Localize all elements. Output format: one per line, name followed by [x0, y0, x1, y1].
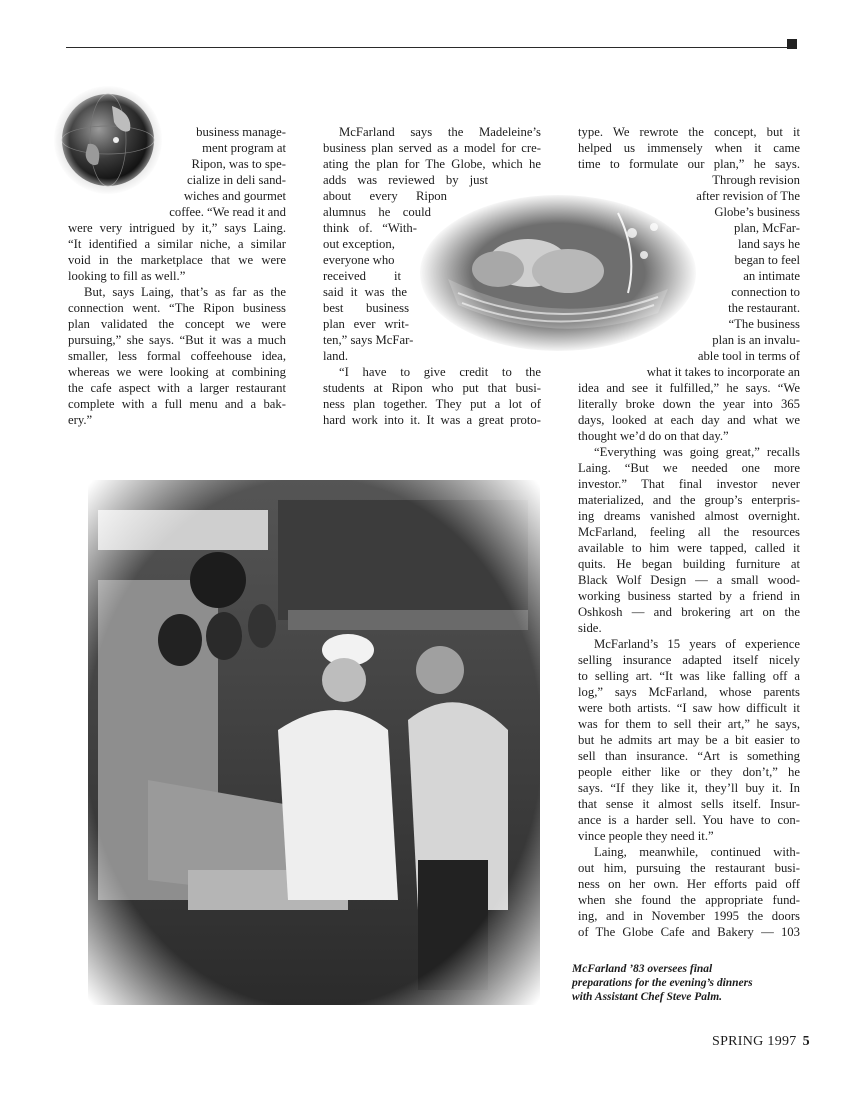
text-line: were very intrigued by it,” says Laing. [68, 221, 286, 235]
text-line: complete with a full menu and a bak- [68, 397, 286, 411]
text-line: “It identified a similar niche, a similar [68, 237, 286, 251]
page-footer [712, 1034, 810, 1050]
col2-paragraph-1 [323, 124, 541, 364]
text-line: ten,” says McFar- [323, 333, 414, 347]
text-line: what it takes to incorporate an [646, 365, 800, 379]
text-line: alumnus he could [323, 205, 431, 219]
text-line: to selling art. “It was like falling off a [578, 669, 800, 683]
col3-paragraph-4 [578, 636, 800, 844]
text-line: people either like or they don’t,” he [578, 765, 800, 779]
text-line: plan ever writ- [323, 317, 409, 331]
text-line: the cafe aspect with a larger restaurant [68, 381, 286, 395]
text-line: quits. He began building furniture at [578, 557, 800, 571]
caption-line: with Assistant Chef Steve Palm. [572, 991, 723, 1003]
text-line: ing, and in November 1995 the doors [578, 909, 800, 923]
text-line: was for them to sell their art,” he says, [578, 717, 800, 731]
text-line: of The Globe Cafe and Bakery — 103 [578, 925, 800, 939]
text-line: wiches and gourmet [183, 189, 286, 203]
text-line: But, says Laing, that’s as far as the [84, 285, 286, 299]
column-1 [68, 124, 286, 428]
col3-paragraph-5 [578, 844, 800, 940]
text-line: ance is a harder sell. You have to con- [578, 813, 800, 827]
col1-paragraph-1 [68, 124, 286, 284]
text-line: land. [323, 349, 349, 363]
text-line: hard work into it. It was a great proto- [323, 413, 541, 427]
text-line: smaller, less formal coffeehouse idea, [68, 349, 286, 363]
text-line: an intimate [743, 269, 800, 283]
text-line: students at Ripon who put that busi- [323, 381, 541, 395]
text-line: began to feel [734, 253, 800, 267]
text-line: adds was reviewed by just [323, 173, 488, 187]
kitchen-photo [88, 480, 540, 1005]
text-line: McFarland, feeling all the resources [578, 525, 800, 539]
caption-line: McFarland ’83 oversees final [572, 963, 713, 975]
text-line: cialize in deli sand- [187, 173, 286, 187]
text-line: Black Wolf Design — a small wood- [578, 573, 800, 587]
text-line: everyone who [323, 253, 395, 267]
text-line: Through revision [712, 173, 800, 187]
text-line: were both artists. “I saw how difficult it [578, 701, 800, 715]
text-line: available to him were tapped, called it [578, 541, 800, 555]
text-line: think of. “With- [323, 221, 417, 235]
text-line: the restaurant. [728, 301, 800, 315]
text-line: after revision of The [696, 189, 800, 203]
text-line: time to formulate our plan,” he says. [578, 157, 800, 171]
col3-paragraph-1 [578, 124, 800, 316]
text-line: when she found the appropriate fund- [578, 893, 800, 907]
text-line: sell than insurance. “Art is something [578, 749, 800, 763]
text-line: plan, McFar- [734, 221, 800, 235]
text-line: working business started by a friend in [578, 589, 800, 603]
column-3 [578, 124, 800, 940]
text-line: helped us immensely when it came [578, 141, 800, 155]
text-line: “I have to give credit to the [339, 365, 541, 379]
text-line: ness plan together. They put a lot of [323, 397, 541, 411]
text-line: McFarland says the Madeleine’s [339, 125, 541, 139]
caption-line: preparations for the evening’s dinners [572, 977, 753, 989]
text-line: selling insurance adapted itself nicely [578, 653, 800, 667]
text-line: out exception, [323, 237, 395, 251]
text-line: Ripon, was to spe- [191, 157, 286, 171]
header-rule [66, 47, 790, 48]
text-line: said it was the [323, 285, 407, 299]
text-line: ating the plan for The Globe, which he [323, 157, 541, 171]
text-line: but he admits art may be a bit easier to [578, 733, 800, 747]
photo-caption [572, 962, 792, 1004]
text-line: connection went. “The Ripon business [68, 301, 286, 315]
text-line: log,” says McFarland, whose parents [578, 685, 800, 699]
text-line: void in the marketplace that we were [68, 253, 286, 267]
col1-paragraph-2 [68, 284, 286, 428]
col2-paragraph-2 [323, 364, 541, 428]
text-line: business manage- [196, 125, 286, 139]
text-line: whereas we were looking at combining [68, 365, 286, 379]
col3-paragraph-3 [578, 444, 800, 636]
text-line: received it [323, 269, 401, 283]
text-line: “The business [728, 317, 800, 331]
text-line: idea and see it fulfilled,” he says. “We [578, 381, 800, 395]
text-line: ness on her own. Her efforts paid off [578, 877, 800, 891]
text-line: type. We rewrote the concept, but it [578, 125, 800, 139]
text-line: that sense it almost sells itself. Insur- [578, 797, 800, 811]
page-number: 5 [802, 1034, 810, 1049]
text-line: Globe’s business [714, 205, 800, 219]
text-line: pursuing,” she says. “But it was a much [68, 333, 286, 347]
text-line: best business [323, 301, 409, 315]
issue-date: SPRING 1997 [712, 1034, 797, 1049]
text-line: about every Ripon [323, 189, 447, 203]
text-line: thought we’d do on that day.” [578, 429, 729, 443]
text-line: side. [578, 621, 602, 635]
text-line: out him, pursuing the restaurant busi- [578, 861, 800, 875]
text-line: vince people they need it.” [578, 829, 714, 843]
text-line: ery.” [68, 413, 93, 427]
text-line: Laing. “But we needed one more [578, 461, 800, 475]
text-line: coffee. “We read it and [169, 205, 286, 219]
text-line: business plan served as a model for cre- [323, 141, 541, 155]
text-line: connection to [731, 285, 800, 299]
text-line: McFarland’s 15 years of experience [594, 637, 800, 651]
text-line: looking to fill as well.” [68, 269, 186, 283]
text-line: land says he [737, 237, 800, 251]
text-line: literally broke down the year into 365 [578, 397, 800, 411]
text-line: able tool in terms of [697, 349, 800, 363]
text-line: ing dreams vanished almost overnight. [578, 509, 800, 523]
text-line: investor.” That final investor never [578, 477, 800, 491]
text-line: says. “If they like it, they’ll buy it. In [578, 781, 800, 795]
text-line: “Everything was going great,” recalls [594, 445, 800, 459]
column-2 [323, 124, 541, 428]
col3-paragraph-2 [578, 316, 800, 444]
text-line: plan is an invalu- [712, 333, 800, 347]
text-line: Oshkosh — and brokering art on the [578, 605, 800, 619]
text-line: plan validated the concept we were [68, 317, 286, 331]
header-rule-square [787, 39, 797, 49]
text-line: Laing, meanwhile, continued with- [594, 845, 800, 859]
text-line: ment program at [202, 141, 286, 155]
text-line: days, looked at each day and what we [578, 413, 800, 427]
text-line: materialized, and the group’s enterpris- [578, 493, 800, 507]
